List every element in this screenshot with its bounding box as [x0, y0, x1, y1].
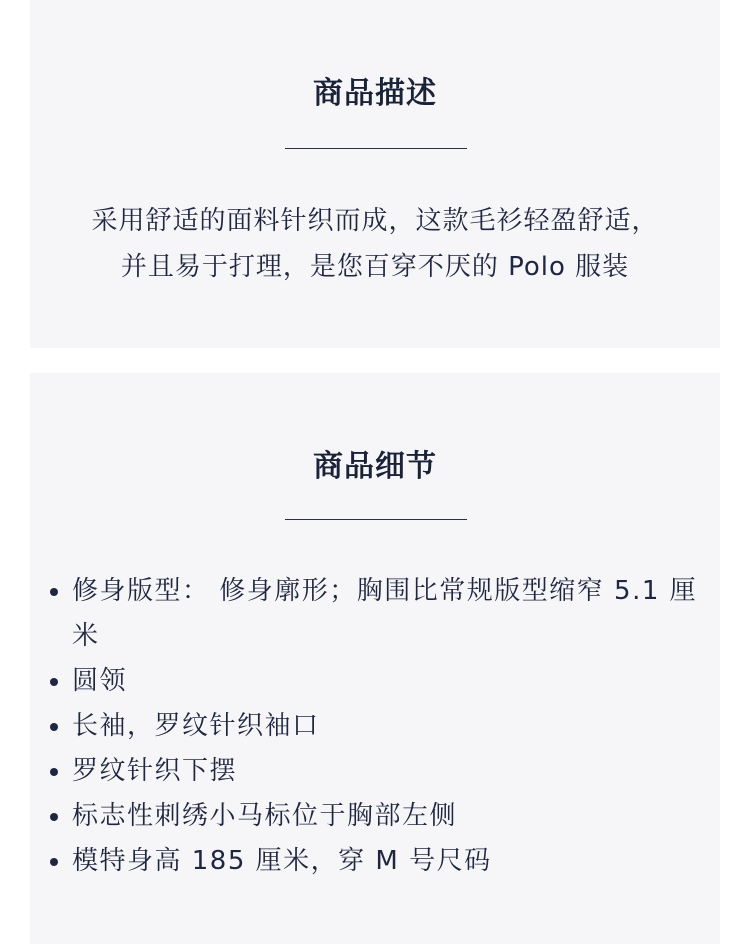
bullet-icon [50, 588, 58, 596]
details-list-item [72, 749, 702, 794]
details-item-text: 圆领 [72, 666, 128, 696]
description-line: 并且易于打理，是您百穿不厌的 Polo 服装 [120, 252, 630, 282]
details-item-text: 模特身高 185 厘米，穿 M 号尺码 [72, 846, 492, 876]
details-list-item [72, 794, 702, 839]
details-list-item [72, 569, 702, 659]
details-item-text: 标志性刺绣小马标位于胸部左侧 [72, 801, 458, 831]
details-list-item [72, 704, 702, 749]
details-divider [285, 519, 467, 520]
details-item-text: 罗纹针织下摆 [72, 756, 238, 786]
bullet-icon [50, 858, 58, 866]
description-text [30, 198, 720, 290]
description-title: 商品描述 [313, 76, 437, 111]
details-item-text: 修身版型： 修身廓形；胸围比常规版型缩窄 5.1 厘米 [72, 576, 698, 651]
details-list-item [72, 839, 702, 884]
product-description-panel [30, 0, 720, 348]
product-details-panel [30, 373, 720, 944]
bullet-icon [50, 813, 58, 821]
details-list-item [72, 659, 702, 704]
bullet-icon [50, 768, 58, 776]
details-title: 商品细节 [313, 449, 437, 484]
bullet-icon [50, 678, 58, 686]
description-divider [285, 148, 467, 149]
details-list [72, 569, 702, 884]
bullet-icon [50, 723, 58, 731]
details-item-text: 长袖，罗纹针织袖口 [72, 711, 320, 741]
description-line: 采用舒适的面料针织而成，这款毛衫轻盈舒适， [91, 206, 659, 236]
